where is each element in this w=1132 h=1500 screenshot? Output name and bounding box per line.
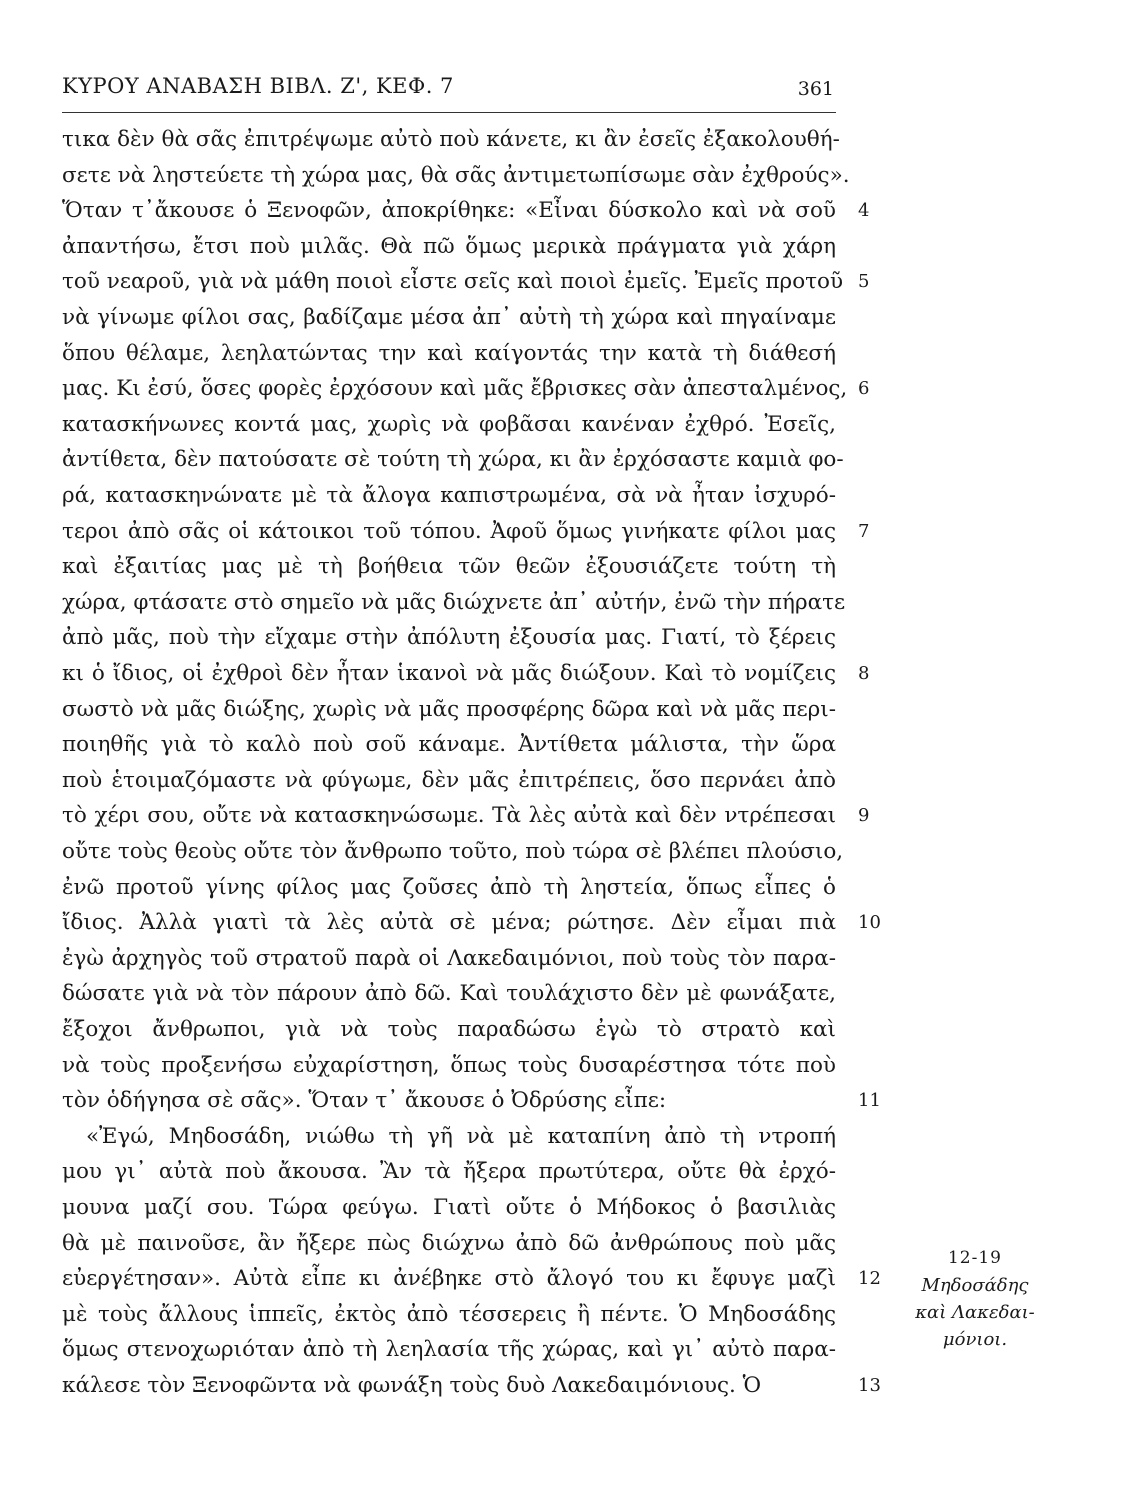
text-line: «Ἐγώ, Μηδοσάδη, νιώθω τὴ γῆ νὰ μὲ καταπίνη ἀπὸ τὴ ντροπή — [86, 1123, 836, 1149]
text-line: θὰ μὲ παινοῦσε, ἂν ἤξερε πὼς διώχνω ἀπὸ δῶ ἀνθρώπους ποὺ μᾶς — [62, 1230, 836, 1256]
section-number: 11 — [858, 1090, 881, 1112]
text-line: ὅμως στενοχωριόταν ἀπὸ τὴ λεηλασία τῆς χώρας, καὶ γι᾽ αὐτὸ παρα- — [62, 1337, 836, 1363]
text-line: μὲ τοὺς ἄλλους ἱππεῖς, ἐκτὸς ἀπὸ τέσσερεις ἢ πέντε. Ὁ Μηδοσάδης — [62, 1301, 836, 1327]
sidenote-line: καὶ Λακεδαι- — [915, 1302, 1035, 1323]
header-rule — [62, 112, 836, 113]
text-line: σωστὸ νὰ μᾶς διώξης, χωρὶς νὰ μᾶς προσφέρης δῶρα καὶ νὰ μᾶς περι- — [62, 696, 836, 722]
text-line: τὸν ὁδήγησα σὲ σᾶς». Ὅταν τ᾽ ἄκουσε ὁ Ὀδρύσης εἶπε: — [62, 1088, 667, 1114]
sidenote-line: Μηδοσάδης — [921, 1275, 1029, 1296]
section-number: 12 — [858, 1268, 881, 1290]
text-line: Ὅταν τ᾽ἄκουσε ὁ Ξενοφῶν, ἀποκρίθηκε: «Εἶναι δύσκολο καὶ νὰ σοῦ — [62, 198, 836, 224]
text-line: οὔτε τοὺς θεοὺς οὔτε τὸν ἄνθρωπο τοῦτο, ποὺ τώρα σὲ βλέπει πλούσιο, — [62, 839, 844, 864]
text-line: ἀπαντήσω, ἔτσι ποὺ μιλᾶς. Θὰ πῶ ὅμως μερικὰ πράγματα γιὰ χάρη — [62, 233, 836, 259]
text-line: ἴδιος. Ἀλλὰ γιατὶ τὰ λὲς αὐτὰ σὲ μένα; ρώτησε. Δὲν εἶμαι πιὰ — [62, 910, 836, 936]
text-line: ἀντίθετα, δὲν πατούσατε σὲ τούτη τὴ χώρα, κι ἂν ἐρχόσαστε καμιὰ φο- — [62, 447, 844, 473]
text-line: μας. Κι ἐσύ, ὅσες φορὲς ἐρχόσουν καὶ μᾶς ἔβρισκες σὰν ἀπεσταλμένος, — [62, 376, 848, 402]
text-line: τὸ χέρι σου, οὔτε νὰ κατασκηνώσωμε. Τὰ λὲς αὐτὰ καὶ δὲν ντρέπεσαι — [62, 803, 836, 829]
text-line: ἐγὼ ἀρχηγὸς τοῦ στρατοῦ παρὰ οἱ Λακεδαιμόνιοι, ποὺ τοὺς τὸν παρα- — [62, 945, 836, 971]
text-line: εὐεργέτησαν». Αὐτὰ εἶπε κι ἀνέβηκε στὸ ἄλογό του κι ἔφυγε μαζὶ — [62, 1266, 836, 1292]
text-line: τεροι ἀπὸ σᾶς οἱ κάτοικοι τοῦ τόπου. Ἀφοῦ ὅμως γινήκατε φίλοι μας — [62, 518, 836, 544]
sidenote-range: 12-19 — [947, 1248, 1002, 1268]
section-number: 13 — [858, 1375, 881, 1396]
section-number: 4 — [858, 200, 870, 222]
text-line: ποὺ ἑτοιμαζόμαστε νὰ φύγωμε, δὲν μᾶς ἐπιτρέπεις, ὅσο περνάει ἀπὸ — [62, 767, 836, 793]
text-line: χώρα, φτάσατε στὸ σημεῖο νὰ μᾶς διώχνετε ἀπ᾽ αὐτήν, ἐνῶ τὴν πήρατε — [62, 589, 846, 615]
section-number: 8 — [858, 663, 870, 684]
text-line: καὶ ἐξαιτίας μας μὲ τὴ βοήθεια τῶν θεῶν ἐξουσιάζετε τούτη τὴ — [62, 554, 836, 580]
text-line: ποιηθῆς γιὰ τὸ καλὸ ποὺ σοῦ κάναμε. Ἀντίθετα μάλιστα, τὴν ὥρα — [62, 732, 836, 758]
text-line: κι ὁ ἴδιος, οἱ ἐχθροὶ δὲν ἦταν ἱκανοὶ νὰ μᾶς διώξουν. Καὶ τὸ νομίζεις — [62, 661, 836, 686]
section-number: 6 — [858, 378, 870, 400]
text-line: ἔξοχοι ἄνθρωποι, γιὰ νὰ τοὺς παραδώσω ἐγὼ τὸ στρατὸ καὶ — [62, 1017, 836, 1042]
section-number: 5 — [858, 271, 870, 293]
text-line: κάλεσε τὸν Ξενοφῶντα νὰ φωνάξη τοὺς δυὸ Λακεδαιμόνιους. Ὁ — [62, 1373, 762, 1398]
running-title: ΚΥΡΟΥ ΑΝΑΒΑΣΗ ΒΙΒΛ. Ζ', ΚΕΦ. 7 — [62, 74, 454, 98]
text-line: νὰ γίνωμε φίλοι σας, βαδίζαμε μέσα ἀπ᾽ αὐτὴ τὴ χώρα καὶ πηγαίναμε — [62, 305, 836, 330]
text-line: νὰ τοὺς προξενήσω εὐχαρίστηση, ὅπως τοὺς δυσαρέστησα τότε ποὺ — [62, 1052, 836, 1078]
text-line: ἐνῶ προτοῦ γίνης φίλος μας ζοῦσες ἀπὸ τὴ ληστεία, ὅπως εἶπες ὁ — [62, 874, 836, 900]
running-header — [62, 74, 838, 104]
text-line: τικα δὲν θὰ σᾶς ἐπιτρέψωμε αὐτὸ ποὺ κάνετε, κι ἂν ἐσεῖς ἐξακολουθή- — [62, 127, 840, 152]
text-line: δώσατε γιὰ νὰ τὸν πάρουν ἀπὸ δῶ. Καὶ τουλάχιστο δὲν μὲ φωνάξατε, — [62, 981, 836, 1007]
page-number: 361 — [797, 78, 834, 100]
sidenote-line: μόνιοι. — [942, 1329, 1008, 1350]
text-line: ρά, κατασκηνώνατε μὲ τὰ ἄλογα καπιστρωμένα, σὰ νὰ ἦταν ἰσχυρό- — [62, 483, 836, 508]
text-line: ἀπὸ μᾶς, ποὺ τὴν εἴχαμε στὴν ἀπόλυτη ἐξουσία μας. Γιατί, τὸ ξέρεις — [62, 625, 836, 651]
sidenote — [900, 1245, 1050, 1353]
text-line: μου γι᾽ αὐτὰ ποὺ ἄκουσα. Ἂν τὰ ἤξερα πρωτύτερα, οὔτε θὰ ἐρχό- — [62, 1159, 836, 1185]
text-line: τοῦ νεαροῦ, γιὰ νὰ μάθη ποιοὶ εἶστε σεῖς καὶ ποιοὶ ἐμεῖς. Ἐμεῖς προτοῦ — [62, 269, 844, 295]
section-number: 10 — [858, 912, 881, 934]
section-number: 7 — [858, 520, 870, 542]
text-line: μουνα μαζί σου. Τώρα φεύγω. Γιατὶ οὔτε ὁ Μήδοκος ὁ βασιλιὰς — [62, 1195, 836, 1220]
text-line: κατασκήνωνες κοντά μας, χωρὶς νὰ φοβᾶσαι κανέναν ἐχθρό. Ἐσεῖς, — [62, 411, 836, 437]
section-number: 9 — [858, 805, 870, 827]
text-line: ὅπου θέλαμε, λεηλατώντας την καὶ καίγοντάς την κατὰ τὴ διάθεσή — [62, 340, 836, 366]
text-line: σετε νὰ ληστεύετε τὴ χώρα μας, θὰ σᾶς ἀντιμετωπίσωμε σὰν ἐχθρούς». — [62, 162, 850, 188]
